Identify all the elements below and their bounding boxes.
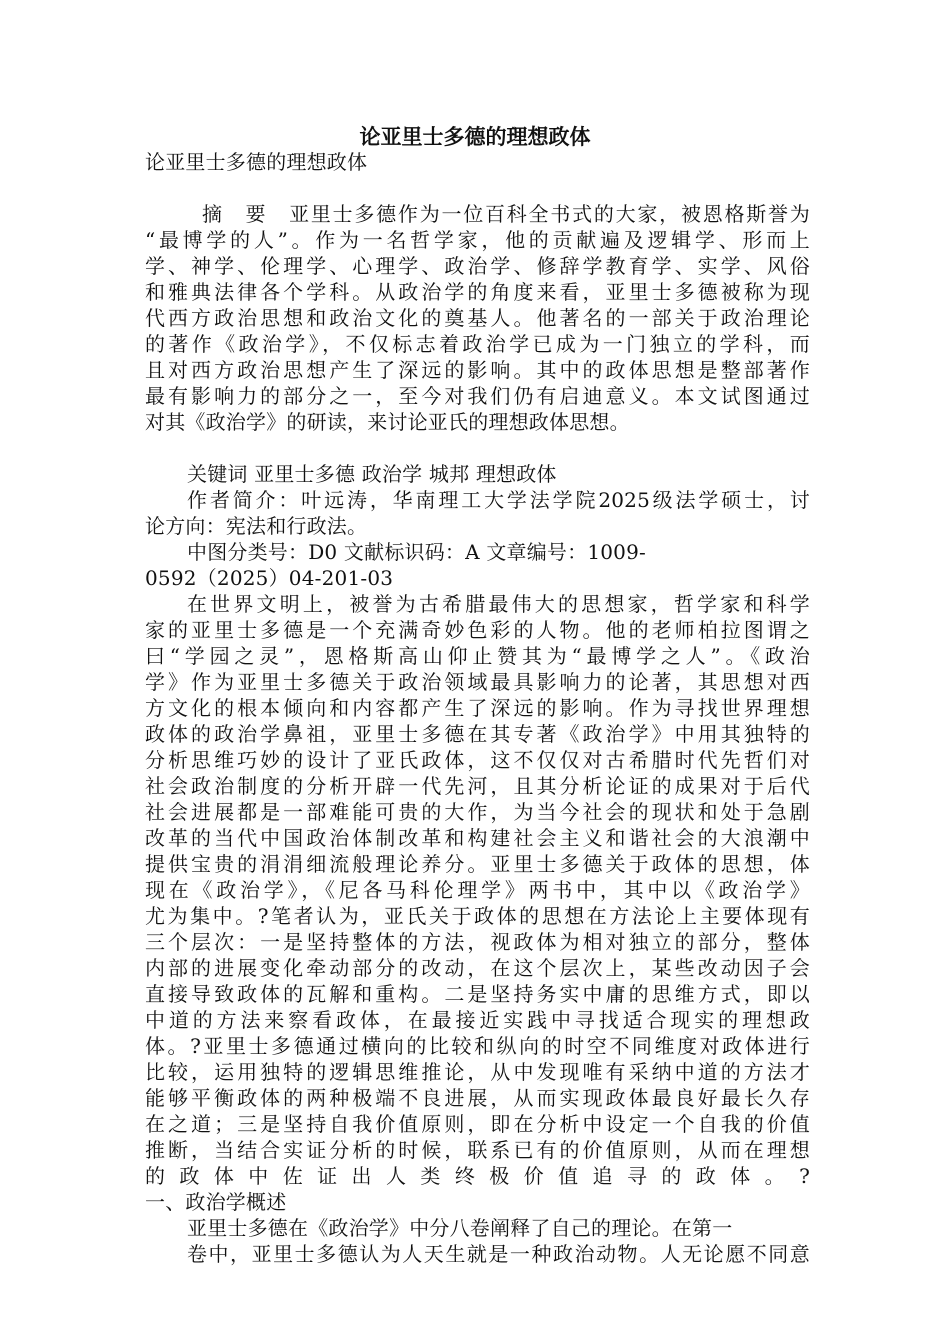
body-line: 中道的方法来察看政体，在最接近实践中寻找适合现实的理想政 (145, 1008, 810, 1032)
abstract-line: 对其《政治学》的研读，来讨论亚氏的理想政体思想。 (145, 410, 630, 434)
body-line: 卷中，亚里士多德认为人天生就是一种政治动物。人无论愿不同意 (187, 1242, 810, 1266)
author-line: 论方向：宪法和行政法。 (145, 514, 368, 538)
abstract-line: 摘 要 亚里士多德作为一位百科全书式的大家，被恩格斯誉为 (202, 202, 810, 226)
body-line: 学》作为亚里士多德关于政治领域最具影响力的论著，其思想对西 (145, 670, 810, 694)
body-line: 在世界文明上，被誉为古希腊最伟大的思想家，哲学家和科学 (187, 592, 810, 616)
subtitle-line: 论亚里士多德的理想政体 (145, 150, 368, 174)
body-line: 分析思维巧妙的设计了亚氏政体，这不仅仅对古希腊时代先哲们对 (145, 748, 810, 772)
body-line: 改革的当代中国政治体制改革和构建社会主义和谐社会的大浪潮中 (145, 826, 810, 850)
body-line: 一、政治学概述 (145, 1190, 287, 1214)
abstract-line: 的著作《政治学》，不仅标志着政治学已成为一门独立的学科，而 (145, 332, 810, 356)
body-line: 内部的进展变化牵动部分的改动，在这个层次上，某些改动因子会 (145, 956, 810, 980)
body-line: 三个层次：一是坚持整体的方法，视政体为相对独立的部分，整体 (145, 930, 810, 954)
body-line: 社会进展都是一部难能可贵的大作，为当今社会的现状和处于急剧 (145, 800, 810, 824)
body-line: 的政体中佐证出人类终极价值追寻的政体。? (145, 1164, 810, 1188)
abstract-line: 代西方政治思想和政治文化的奠基人。他著名的一部关于政治理论 (145, 306, 810, 330)
abstract-line: 学、神学、伦理学、心理学、政治学、修辞学教育学、实学、风俗 (145, 254, 810, 278)
body-line: 家的亚里士多德是一个充满奇妙色彩的人物。他的老师柏拉图谓之 (145, 618, 810, 642)
body-line: 尤为集中。?笔者认为，亚氏关于政体的思想在方法论上主要体现有 (145, 904, 810, 928)
body-line: 能够平衡政体的两种极端不良进展，从而实现政体最良好最长久存 (145, 1086, 810, 1110)
abstract-line: “最博学的人”。作为一名哲学家，他的贡献遍及逻辑学、形而上 (145, 228, 810, 252)
classification-line: 中图分类号：D0 文献标识码：A 文章编号：1009- (187, 540, 646, 564)
body-line: 直接导致政体的瓦解和重构。二是坚持务实中庸的思维方式，即以 (145, 982, 810, 1006)
body-line: 推断，当结合实证分析的时候，联系已有的价值原则，从而在理想 (145, 1138, 810, 1162)
body-line: 曰“学园之灵”，恩格斯高山仰止赞其为“最博学之人”。《政治 (145, 644, 810, 668)
body-line: 现在《政治学》，《尼各马科伦理学》两书中，其中以《政治学》 (145, 878, 810, 902)
section-heading: 亚里士多德在《政治学》中分八卷阐释了自己的理论。在第一 (187, 1216, 733, 1240)
author-line: 作者简介：叶远涛，华南理工大学法学院2025级法学硕士，讨 (187, 488, 810, 512)
body-line: 在之道；三是坚持自我价值原则，即在分析中设定一个自我的价值 (145, 1112, 810, 1136)
body-line: 方文化的根本倾向和内容都产生了深远的影响。作为寻找世界理想 (145, 696, 810, 720)
body-line: 比较，运用独特的逻辑思维推论，从中发现唯有采纳中道的方法才 (145, 1060, 810, 1084)
body-line: 提供宝贵的涓涓细流般理论养分。亚里士多德关于政体的思想，体 (145, 852, 810, 876)
body-line: 政体的政治学鼻祖，亚里士多德在其专著《政治学》中用其独特的 (145, 722, 810, 746)
abstract-line: 且对西方政治思想产生了深远的影响。其中的政体思想是整部著作 (145, 358, 810, 382)
keywords-line: 关键词 亚里士多德 政治学 城邦 理想政体 (187, 462, 557, 486)
abstract-line: 和雅典法律各个学科。从政治学的角度来看，亚里士多德被称为现 (145, 280, 810, 304)
body-line: 体。?亚里士多德通过横向的比较和纵向的时空不同维度对政体进行 (145, 1034, 810, 1058)
document-title: 论亚里士多德的理想政体 (359, 124, 591, 149)
classification-line: 0592（2025）04-201-03 (145, 566, 394, 590)
abstract-line: 最有影响力的部分之一，至今对我们仍有启迪意义。本文试图通过 (145, 384, 810, 408)
body-line: 社会政治制度的分析开辟一代先河，且其分析论证的成果对于后代 (145, 774, 810, 798)
